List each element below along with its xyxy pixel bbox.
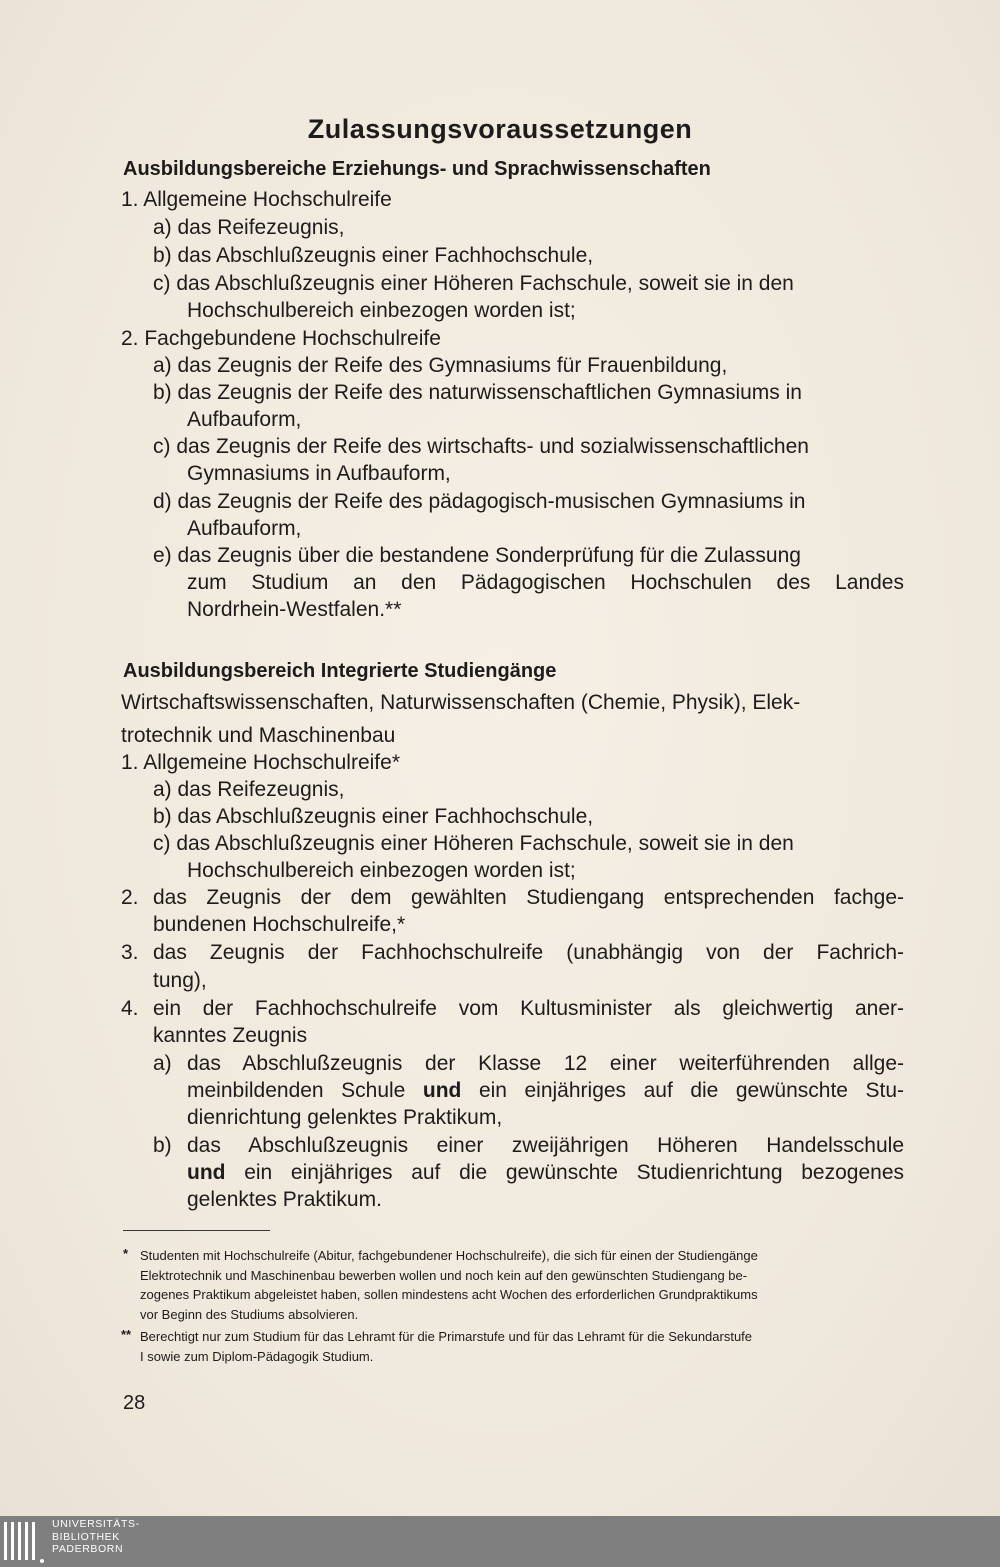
section2-item1-c-line1: c) das Abschlußzeugnis einer Höheren Fachschule, soweit sie in den bbox=[153, 832, 794, 855]
section2-item4-line1: ein der Fachhochschulreife vom Kultusminister als gleichwertig aner- bbox=[153, 997, 904, 1020]
footnote1-mark: * bbox=[123, 1246, 129, 1261]
section2-item2-number: 2. bbox=[121, 886, 139, 909]
page-number: 28 bbox=[123, 1392, 146, 1414]
section1-item2-a: a) das Zeugnis der Reife des Gymnasiums für Frauenbildung, bbox=[153, 354, 728, 377]
section1-item1-b: b) das Abschlußzeugnis einer Fachhochschule, bbox=[153, 244, 594, 267]
library-name bbox=[52, 1518, 140, 1556]
section1-item1-c-line1: c) das Abschlußzeugnis einer Höheren Fachschule, soweit sie in den bbox=[153, 272, 794, 295]
page-title: Zulassungsvoraussetzungen bbox=[307, 114, 693, 144]
section2-heading: Ausbildungsbereich Integrierte Studiengänge bbox=[123, 660, 557, 682]
section1-item1: 1. Allgemeine Hochschulreife bbox=[121, 188, 392, 211]
section2-item4-b-emphasis: und bbox=[187, 1161, 226, 1184]
footnote1-line1: Studenten mit Hochschulreife (Abitur, fachgebundener Hochschulreife), die sich für einen der Studiengänge bbox=[140, 1248, 758, 1263]
section2-item2-line2: bundenen Hochschulreife,* bbox=[153, 913, 406, 936]
section1-item1-c-line2: Hochschulbereich einbezogen worden ist; bbox=[187, 299, 576, 322]
footnote2-mark: ** bbox=[121, 1327, 132, 1342]
section2-item4-b-line1: das Abschlußzeugnis einer zweijährigen Höheren Handelsschule bbox=[187, 1134, 904, 1157]
section1-item2-e-line1: e) das Zeugnis über die bestandene Sonderprüfung für die Zulassung bbox=[153, 544, 801, 567]
library-name-line2: BIBLIOTHEK bbox=[52, 1530, 120, 1543]
section2-item4-a-line2 bbox=[187, 1077, 904, 1104]
section2-item4-b-line2 bbox=[187, 1159, 904, 1186]
section1-item1-a: a) das Reifezeugnis, bbox=[153, 216, 345, 239]
section1-item2-e-line2: zum Studium an den Pädagogischen Hochschulen des Landes bbox=[187, 571, 904, 594]
section2-item4-a-line1: das Abschlußzeugnis der Klasse 12 einer weiterführenden allge- bbox=[187, 1052, 904, 1075]
footnote-separator bbox=[123, 1230, 270, 1231]
library-name-line3: PADERBORN bbox=[52, 1543, 124, 1555]
section1-item2-c-line2: Gymnasiums in Aufbauform, bbox=[187, 462, 451, 485]
section2-item3-number: 3. bbox=[121, 941, 139, 964]
section1-item2-c-line1: c) das Zeugnis der Reife des wirtschafts- und sozialwissenschaftlichen bbox=[153, 435, 809, 458]
library-logo-icon bbox=[4, 1520, 44, 1564]
section2-item3-line2: tung), bbox=[153, 969, 207, 992]
library-name-line1: UNIVERSITÄTS- bbox=[52, 1518, 140, 1530]
section2-item4-a-emphasis: und bbox=[422, 1079, 462, 1102]
section2-item4-number: 4. bbox=[121, 997, 139, 1020]
footnote1-line2: Elektrotechnik und Maschinenbau bewerben wollen und noch kein auf den gewünschten Studiengang be- bbox=[140, 1267, 748, 1283]
section1-item2-b-line1: b) das Zeugnis der Reife des naturwissenschaftlichen Gymnasiums in bbox=[153, 381, 802, 404]
section2-item4-a-line2-pre: meinbildenden Schule bbox=[187, 1079, 406, 1102]
footnote2 bbox=[140, 1327, 901, 1366]
section2-item4-a-line3: dienrichtung gelenktes Praktikum, bbox=[187, 1106, 503, 1129]
section2-item1-a: a) das Reifezeugnis, bbox=[153, 778, 345, 801]
section1-item2: 2. Fachgebundene Hochschulreife bbox=[121, 327, 441, 350]
section2-intro-line2: trotechnik und Maschinenbau bbox=[121, 724, 396, 747]
section2-item4-b-line3: gelenktes Praktikum. bbox=[187, 1188, 382, 1211]
section1-item2-d-line2: Aufbauform, bbox=[187, 517, 302, 540]
section1-item2-d-line1: d) das Zeugnis der Reife des pädagogisch-musischen Gymnasiums in bbox=[153, 490, 806, 513]
section2-intro-line1: Wirtschaftswissenschaften, Naturwissenschaften (Chemie, Physik), Elek- bbox=[121, 691, 801, 714]
section2-item2-line1: das Zeugnis der dem gewählten Studiengang entsprechenden fachge- bbox=[153, 886, 904, 909]
section2-item1-c-line2: Hochschulbereich einbezogen worden ist; bbox=[187, 859, 576, 882]
section1-heading: Ausbildungsbereiche Erziehungs- und Sprachwissenschaften bbox=[123, 158, 711, 180]
section1-item2-e-line3: Nordrhein-Westfalen.** bbox=[187, 598, 402, 621]
section2-item4-a-label: a) bbox=[153, 1052, 172, 1075]
section2-item3-line1: das Zeugnis der Fachhochschulreife (unabhängig von der Fachrich- bbox=[153, 941, 904, 964]
section2-item4-line2: kanntes Zeugnis bbox=[153, 1024, 308, 1047]
footnote1-line4: vor Beginn des Studiums absolvieren. bbox=[140, 1306, 359, 1322]
section2-item4-b-line2-post: ein einjähriges auf die gewünschte Studienrichtung bezogenes bbox=[244, 1161, 905, 1184]
footnote2-line2: I sowie zum Diplom-Pädagogik Studium. bbox=[140, 1348, 374, 1364]
footnote1-line3: zogenes Praktikum abgeleistet haben, sollen mindestens acht Wochen des erforderlichen Grundpraktikums bbox=[140, 1287, 758, 1302]
footnote1 bbox=[140, 1246, 901, 1324]
section1-item2-b-line2: Aufbauform, bbox=[187, 408, 302, 431]
section2-item1: 1. Allgemeine Hochschulreife* bbox=[121, 751, 400, 774]
section2-item4-b-label: b) bbox=[153, 1134, 172, 1157]
footnote2-line1: Berechtigt nur zum Studium für das Lehramt für die Primarstufe und für das Lehramt für die Sekundarstufe bbox=[140, 1329, 753, 1344]
section2-item1-b: b) das Abschlußzeugnis einer Fachhochschule, bbox=[153, 805, 594, 828]
section2-item4-a-line2-post: ein einjähriges auf die gewünschte Stu- bbox=[478, 1079, 905, 1102]
library-footer-bar bbox=[0, 1516, 1000, 1567]
